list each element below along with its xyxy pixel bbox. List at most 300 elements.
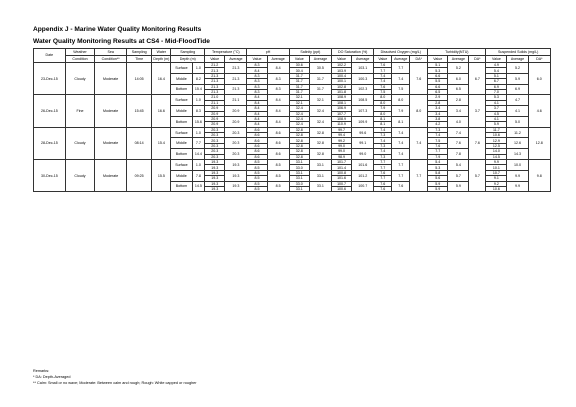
sampling-depth-cell: 7.7 bbox=[192, 138, 205, 149]
dissolved-oxygen-value: 7.7 bbox=[374, 68, 392, 73]
dissolved-oxygen-average: 8.0 bbox=[392, 95, 410, 106]
dissolved-oxygen-value: 8.0 bbox=[374, 95, 392, 100]
temperature-value: 21.3 bbox=[205, 68, 225, 73]
suspended-solids-da: 12.8 bbox=[528, 127, 550, 159]
do-saturation-average: 100.3 bbox=[352, 73, 374, 84]
turbidity-value: 5.3 bbox=[428, 165, 448, 170]
do-saturation-value: 99.2 bbox=[332, 138, 352, 143]
header-average: Average bbox=[267, 56, 289, 63]
salinity-average: 33.1 bbox=[309, 181, 331, 192]
turbidity-average: 5.4 bbox=[448, 160, 469, 171]
suspended-solids-average: 12.6 bbox=[507, 138, 528, 149]
temperature-value: 20.3 bbox=[205, 143, 225, 148]
dissolved-oxygen-value: 7.5 bbox=[374, 89, 392, 94]
do-saturation-value: 108.9 bbox=[332, 95, 352, 100]
turbidity-value: 7.3 bbox=[428, 127, 448, 132]
dissolved-oxygen-value: 7.3 bbox=[374, 133, 392, 138]
salinity-value: 32.8 bbox=[289, 133, 309, 138]
suspended-solids-average: 9.9 bbox=[507, 181, 528, 192]
sampling-depth-cell: 15.6 bbox=[192, 116, 205, 127]
ph-value: 8.5 bbox=[247, 165, 267, 170]
ph-value: 8.4 bbox=[247, 100, 267, 105]
suspended-solids-average: 4.7 bbox=[507, 95, 528, 106]
suspended-solids-value: 5.3 bbox=[486, 95, 507, 100]
dissolved-oxygen-value: 8.1 bbox=[374, 122, 392, 127]
suspended-solids-average: 10.0 bbox=[507, 160, 528, 171]
dissolved-oxygen-average: 7.9 bbox=[392, 106, 410, 117]
suspended-solids-da: 4.6 bbox=[528, 95, 550, 127]
suspended-solids-value: 9.9 bbox=[486, 160, 507, 165]
header-sea: Sea bbox=[95, 49, 127, 56]
sea-condition-cell: Moderate bbox=[95, 95, 127, 127]
sea-condition-cell: Moderate bbox=[95, 127, 127, 159]
ph-average: 8.5 bbox=[267, 170, 289, 181]
turbidity-value: 7.7 bbox=[428, 149, 448, 154]
salinity-value: 30.4 bbox=[289, 68, 309, 73]
temperature-average: 19.3 bbox=[225, 170, 247, 181]
salinity-value: 31.7 bbox=[289, 89, 309, 94]
do-saturation-value: 99.7 bbox=[332, 127, 352, 132]
dissolved-oxygen-value: 7.4 bbox=[374, 73, 392, 78]
ph-value: 8.4 bbox=[247, 95, 267, 100]
header-value: Value bbox=[486, 56, 507, 63]
temperature-value: 21.2 bbox=[205, 63, 225, 68]
sampling-level-cell: Surface bbox=[171, 127, 192, 138]
ph-value: 8.6 bbox=[247, 143, 267, 148]
header-time-sub: Time bbox=[127, 56, 152, 63]
dissolved-oxygen-value: 7.7 bbox=[374, 160, 392, 165]
do-saturation-average: 99.0 bbox=[352, 149, 374, 160]
water-quality-table bbox=[33, 48, 551, 192]
header-value: Value bbox=[205, 56, 225, 63]
suspended-solids-value: 3.7 bbox=[486, 106, 507, 111]
do-saturation-value: 108.1 bbox=[332, 100, 352, 105]
ph-value: 8.6 bbox=[247, 133, 267, 138]
do-saturation-average: 108.5 bbox=[352, 95, 374, 106]
dissolved-oxygen-value: 7.3 bbox=[374, 143, 392, 148]
turbidity-value: 5.9 bbox=[428, 181, 448, 186]
header-value: Value bbox=[247, 56, 267, 63]
temperature-average: 20.9 bbox=[225, 116, 247, 127]
header-suspended-solids: Suspended Solids (mg/L) bbox=[486, 49, 551, 56]
turbidity-value: 6.6 bbox=[428, 73, 448, 78]
sampling-depth-cell: 8.2 bbox=[192, 73, 205, 84]
salinity-value: 33.0 bbox=[289, 181, 309, 186]
header-average: Average bbox=[507, 56, 528, 63]
ph-average: 8.6 bbox=[267, 149, 289, 160]
salinity-average: 32.4 bbox=[309, 116, 331, 127]
do-saturation-value: 101.6 bbox=[332, 176, 352, 181]
turbidity-da: 5.7 bbox=[469, 160, 486, 192]
temperature-value: 20.3 bbox=[205, 138, 225, 143]
suspended-solids-value: 11.7 bbox=[486, 127, 507, 132]
turbidity-value: 7.4 bbox=[428, 133, 448, 138]
header-da: DA* bbox=[469, 56, 486, 63]
dissolved-oxygen-value: 7.6 bbox=[374, 181, 392, 186]
header-temperature: Temperature (°C) bbox=[205, 49, 247, 56]
turbidity-da: 6.7 bbox=[469, 63, 486, 95]
header-da: DA* bbox=[410, 56, 428, 63]
temperature-value: 21.3 bbox=[205, 79, 225, 84]
dissolved-oxygen-da: 7.6 bbox=[410, 63, 428, 95]
salinity-value: 33.0 bbox=[289, 165, 309, 170]
sampling-level-cell: Surface bbox=[171, 160, 192, 171]
dissolved-oxygen-value: 8.0 bbox=[374, 111, 392, 116]
header-water-depth: Water bbox=[152, 49, 171, 56]
turbidity-value: 5.9 bbox=[428, 186, 448, 191]
header-dissolved-oxygen: Dissolved Oxygen (mg/L) bbox=[374, 49, 428, 56]
temperature-average: 21.3 bbox=[225, 73, 247, 84]
suspended-solids-value: 10.1 bbox=[486, 165, 507, 170]
ph-average: 8.6 bbox=[267, 127, 289, 138]
do-saturation-value: 100.7 bbox=[332, 181, 352, 186]
ph-value: 8.6 bbox=[247, 154, 267, 159]
salinity-value: 31.7 bbox=[289, 73, 309, 78]
sampling-time-cell: 09:25 bbox=[127, 160, 152, 192]
ph-value: 8.5 bbox=[247, 176, 267, 181]
suspended-solids-value: 4.1 bbox=[486, 100, 507, 105]
suspended-solids-average: 5.2 bbox=[507, 63, 528, 74]
suspended-solids-value: 10.7 bbox=[486, 170, 507, 175]
ph-value: 8.5 bbox=[247, 160, 267, 165]
turbidity-value: 6.6 bbox=[428, 84, 448, 89]
ph-value: 8.5 bbox=[247, 186, 267, 191]
sampling-depth-cell: 1.0 bbox=[192, 95, 205, 106]
ph-value: 8.4 bbox=[247, 116, 267, 121]
turbidity-value: 5.6 bbox=[428, 176, 448, 181]
turbidity-average: 7.8 bbox=[448, 149, 469, 160]
turbidity-value: 5.5 bbox=[428, 79, 448, 84]
date-cell: 30-Dec-15 bbox=[34, 160, 66, 192]
sampling-depth-cell: 1.0 bbox=[192, 127, 205, 138]
temperature-value: 20.3 bbox=[205, 127, 225, 132]
do-saturation-value: 110.9 bbox=[332, 122, 352, 127]
ph-value: 8.6 bbox=[247, 149, 267, 154]
sampling-level-cell: Surface bbox=[171, 95, 192, 106]
ph-value: 8.5 bbox=[247, 170, 267, 175]
salinity-value: 33.1 bbox=[289, 160, 309, 165]
water-depth-cell: 15.5 bbox=[152, 160, 171, 192]
sampling-level-cell: Middle bbox=[171, 138, 192, 149]
weather-cell: Cloudy bbox=[65, 160, 95, 192]
dissolved-oxygen-value: 7.6 bbox=[374, 186, 392, 191]
ph-average: 8.5 bbox=[267, 160, 289, 171]
suspended-solids-value: 6.7 bbox=[486, 79, 507, 84]
temperature-value: 19.3 bbox=[205, 165, 225, 170]
dissolved-oxygen-da: 7.7 bbox=[410, 160, 428, 192]
dissolved-oxygen-value: 7.7 bbox=[374, 165, 392, 170]
ph-value: 8.3 bbox=[247, 73, 267, 78]
suspended-solids-average: 5.0 bbox=[507, 116, 528, 127]
ph-average: 8.3 bbox=[267, 73, 289, 84]
table-subtitle: Water Quality Monitoring Results at CS4 - Mid-FloodTide bbox=[33, 38, 210, 45]
do-saturation-value: 101.7 bbox=[332, 160, 352, 165]
salinity-value: 30.6 bbox=[289, 63, 309, 68]
temperature-value: 19.3 bbox=[205, 186, 225, 191]
water-depth-cell: 15.4 bbox=[152, 127, 171, 159]
salinity-average: 32.8 bbox=[309, 149, 331, 160]
salinity-value: 32.8 bbox=[289, 154, 309, 159]
remarks bbox=[33, 368, 197, 386]
turbidity-average: 4.0 bbox=[448, 116, 469, 127]
ph-value: 8.3 bbox=[247, 63, 267, 68]
salinity-value: 32.4 bbox=[289, 116, 309, 121]
header-average: Average bbox=[309, 56, 331, 63]
sampling-level-cell: Bottom bbox=[171, 84, 192, 95]
turbidity-value: 3.4 bbox=[428, 111, 448, 116]
temperature-value: 20.9 bbox=[205, 106, 225, 111]
turbidity-value: 7.6 bbox=[428, 143, 448, 148]
temperature-value: 19.3 bbox=[205, 181, 225, 186]
salinity-value: 32.8 bbox=[289, 143, 309, 148]
suspended-solids-value: 10.6 bbox=[486, 133, 507, 138]
dissolved-oxygen-value: 7.7 bbox=[374, 176, 392, 181]
ph-value: 8.3 bbox=[247, 84, 267, 89]
suspended-solids-value: 7.0 bbox=[486, 89, 507, 94]
ph-value: 8.4 bbox=[247, 106, 267, 111]
do-saturation-value: 101.4 bbox=[332, 165, 352, 170]
turbidity-average: 5.9 bbox=[448, 181, 469, 192]
ph-value: 8.4 bbox=[247, 111, 267, 116]
suspended-solids-average: 11.2 bbox=[507, 127, 528, 138]
header-weather: Weather bbox=[65, 49, 95, 56]
temperature-average: 19.3 bbox=[225, 181, 247, 192]
sampling-depth-cell: 14.4 bbox=[192, 149, 205, 160]
dissolved-oxygen-value: 7.6 bbox=[374, 63, 392, 68]
salinity-value: 32.4 bbox=[289, 111, 309, 116]
do-saturation-value: 106.9 bbox=[332, 106, 352, 111]
turbidity-value: 5.8 bbox=[428, 170, 448, 175]
ph-value: 8.3 bbox=[247, 79, 267, 84]
temperature-average: 19.3 bbox=[225, 160, 247, 171]
sampling-depth-cell: 15.4 bbox=[192, 84, 205, 95]
temperature-value: 19.3 bbox=[205, 160, 225, 165]
header-sampling-depth: Sampling bbox=[171, 49, 205, 56]
temperature-value: 20.9 bbox=[205, 111, 225, 116]
dissolved-oxygen-value: 7.4 bbox=[374, 138, 392, 143]
turbidity-value: 5.3 bbox=[428, 68, 448, 73]
temperature-average: 21.3 bbox=[225, 63, 247, 74]
header-average: Average bbox=[392, 56, 410, 63]
ph-value: 8.4 bbox=[247, 68, 267, 73]
salinity-value: 32.1 bbox=[289, 95, 309, 100]
remarks-note-da: * DA: Depth-Averaged bbox=[33, 375, 71, 379]
dissolved-oxygen-value: 7.4 bbox=[374, 79, 392, 84]
sampling-depth-cell: 1.0 bbox=[192, 160, 205, 171]
ph-average: 8.6 bbox=[267, 138, 289, 149]
header-value: Value bbox=[428, 56, 448, 63]
ph-value: 8.3 bbox=[247, 89, 267, 94]
date-cell: 23-Dec-15 bbox=[34, 63, 66, 95]
suspended-solids-value: 9.2 bbox=[486, 181, 507, 186]
dissolved-oxygen-average: 7.7 bbox=[392, 160, 410, 171]
do-saturation-value: 102.8 bbox=[332, 84, 352, 89]
suspended-solids-value: 12.5 bbox=[486, 143, 507, 148]
salinity-value: 32.8 bbox=[289, 138, 309, 143]
turbidity-average: 5.7 bbox=[448, 170, 469, 181]
temperature-average: 21.3 bbox=[225, 84, 247, 95]
suspended-solids-da: 6.0 bbox=[528, 63, 550, 95]
sampling-level-cell: Middle bbox=[171, 170, 192, 181]
do-saturation-average: 99.6 bbox=[352, 127, 374, 138]
do-saturation-value: 99.4 bbox=[332, 133, 352, 138]
remarks-note-sea-condition: ** Calm: Small or no wave; Moderate: Between calm and rough; Rough: White capped or rougher bbox=[33, 381, 197, 385]
do-saturation-value: 98.9 bbox=[332, 154, 352, 159]
sea-condition-cell: Moderate bbox=[95, 160, 127, 192]
do-saturation-average: 102.3 bbox=[352, 84, 374, 95]
do-saturation-average: 100.7 bbox=[352, 181, 374, 192]
do-saturation-value: 103.9 bbox=[332, 68, 352, 73]
suspended-solids-value: 9.1 bbox=[486, 176, 507, 181]
suspended-solids-value: 6.9 bbox=[486, 84, 507, 89]
ph-average: 8.4 bbox=[267, 116, 289, 127]
temperature-value: 21.0 bbox=[205, 95, 225, 100]
sampling-depth-cell: 14.5 bbox=[192, 181, 205, 192]
turbidity-value: 5.4 bbox=[428, 160, 448, 165]
weather-cell: Fine bbox=[65, 95, 95, 127]
temperature-average: 20.3 bbox=[225, 149, 247, 160]
suspended-solids-value: 5.1 bbox=[486, 73, 507, 78]
salinity-average: 31.7 bbox=[309, 73, 331, 84]
dissolved-oxygen-average: 7.6 bbox=[392, 181, 410, 192]
turbidity-average: 3.4 bbox=[448, 106, 469, 117]
dissolved-oxygen-value: 7.6 bbox=[374, 84, 392, 89]
turbidity-value: 2.8 bbox=[428, 100, 448, 105]
dissolved-oxygen-value: 7.6 bbox=[374, 170, 392, 175]
salinity-value: 31.7 bbox=[289, 79, 309, 84]
temperature-value: 21.1 bbox=[205, 100, 225, 105]
temperature-average: 20.3 bbox=[225, 127, 247, 138]
header-average: Average bbox=[225, 56, 247, 63]
header-average: Average bbox=[352, 56, 374, 63]
sampling-level-cell: Surface bbox=[171, 63, 192, 74]
header-salinity: Salinity (ppt) bbox=[289, 49, 331, 56]
suspended-solids-value: 12.9 bbox=[486, 138, 507, 143]
header-sea-sub: Condition** bbox=[95, 56, 127, 63]
salinity-value: 33.1 bbox=[289, 170, 309, 175]
salinity-value: 33.1 bbox=[289, 176, 309, 181]
do-saturation-average: 109.9 bbox=[352, 116, 374, 127]
temperature-value: 19.3 bbox=[205, 176, 225, 181]
temperature-value: 19.3 bbox=[205, 170, 225, 175]
salinity-average: 32.8 bbox=[309, 138, 331, 149]
dissolved-oxygen-average: 7.4 bbox=[392, 127, 410, 138]
salinity-value: 32.8 bbox=[289, 149, 309, 154]
salinity-value: 32.1 bbox=[289, 100, 309, 105]
dissolved-oxygen-average: 8.1 bbox=[392, 116, 410, 127]
ph-average: 8.4 bbox=[267, 63, 289, 74]
salinity-average: 32.8 bbox=[309, 127, 331, 138]
header-da: DA* bbox=[528, 56, 550, 63]
header-ph: pH bbox=[247, 49, 289, 56]
turbidity-value: 5.1 bbox=[428, 63, 448, 68]
dissolved-oxygen-value: 7.4 bbox=[374, 149, 392, 154]
suspended-solids-average: 14.3 bbox=[507, 149, 528, 160]
turbidity-da: 3.7 bbox=[469, 95, 486, 127]
header-turbidity: Turbidity(NTU) bbox=[428, 49, 486, 56]
turbidity-value: 3.8 bbox=[428, 116, 448, 121]
header-weather-sub: Condition bbox=[65, 56, 95, 63]
dissolved-oxygen-value: 7.3 bbox=[374, 154, 392, 159]
turbidity-da: 7.6 bbox=[469, 127, 486, 159]
appendix-title: Appendix J - Marine Water Quality Monitoring Results bbox=[33, 26, 202, 33]
turbidity-average: 6.5 bbox=[448, 84, 469, 95]
temperature-value: 21.3 bbox=[205, 89, 225, 94]
suspended-solids-da: 9.8 bbox=[528, 160, 550, 192]
do-saturation-average: 103.1 bbox=[352, 63, 374, 74]
suspended-solids-value: 4.1 bbox=[486, 116, 507, 121]
do-saturation-value: 99.0 bbox=[332, 149, 352, 154]
header-water-depth-sub: Depth (m) bbox=[153, 56, 170, 61]
suspended-solids-value: 5.4 bbox=[486, 68, 507, 73]
temperature-average: 21.1 bbox=[225, 95, 247, 106]
ph-value: 8.6 bbox=[247, 127, 267, 132]
temperature-value: 20.3 bbox=[205, 149, 225, 154]
suspended-solids-average: 6.9 bbox=[507, 84, 528, 95]
weather-cell: Cloudy bbox=[65, 63, 95, 95]
turbidity-value: 6.5 bbox=[428, 89, 448, 94]
salinity-average: 31.7 bbox=[309, 84, 331, 95]
sampling-level-cell: Bottom bbox=[171, 149, 192, 160]
turbidity-average: 2.8 bbox=[448, 95, 469, 106]
turbidity-value: 3.4 bbox=[428, 106, 448, 111]
sampling-time-cell: 08:14 bbox=[127, 127, 152, 159]
do-saturation-value: 102.2 bbox=[332, 63, 352, 68]
header-sampling-depth-sub: Depth (m) bbox=[171, 56, 205, 63]
header-value: Value bbox=[332, 56, 352, 63]
do-saturation-average: 107.3 bbox=[352, 106, 374, 117]
suspended-solids-value: 14.0 bbox=[486, 149, 507, 154]
header-sampling-time: Sampling bbox=[127, 49, 152, 56]
date-cell: 28-Dec-15 bbox=[34, 127, 66, 159]
header-value: Value bbox=[289, 56, 309, 63]
salinity-value: 32.4 bbox=[289, 106, 309, 111]
temperature-value: 21.3 bbox=[205, 84, 225, 89]
do-saturation-value: 100.8 bbox=[332, 170, 352, 175]
sampling-time-cell: 15:45 bbox=[127, 95, 152, 127]
temperature-value: 20.9 bbox=[205, 116, 225, 121]
ph-value: 8.5 bbox=[247, 181, 267, 186]
dissolved-oxygen-average: 7.4 bbox=[392, 138, 410, 149]
sampling-level-cell: Middle bbox=[171, 106, 192, 117]
do-saturation-average: 99.1 bbox=[352, 138, 374, 149]
dissolved-oxygen-average: 7.4 bbox=[392, 73, 410, 84]
salinity-average: 32.4 bbox=[309, 106, 331, 117]
table-body bbox=[34, 63, 551, 192]
temperature-average: 20.3 bbox=[225, 138, 247, 149]
table-header bbox=[34, 49, 551, 63]
turbidity-average: 7.6 bbox=[448, 138, 469, 149]
ph-average: 8.4 bbox=[267, 95, 289, 106]
suspended-solids-value: 5.9 bbox=[486, 122, 507, 127]
water-depth-cell: 16.4 bbox=[152, 63, 171, 95]
temperature-value: 20.9 bbox=[205, 122, 225, 127]
ph-average: 8.5 bbox=[267, 181, 289, 192]
temperature-value: 21.3 bbox=[205, 73, 225, 78]
sea-condition-cell: Moderate bbox=[95, 63, 127, 95]
header-date: Date bbox=[34, 49, 66, 63]
turbidity-value: 2.9 bbox=[428, 95, 448, 100]
sampling-depth-cell: 8.3 bbox=[192, 106, 205, 117]
turbidity-average: 7.4 bbox=[448, 127, 469, 138]
ph-value: 8.6 bbox=[247, 138, 267, 143]
salinity-value: 33.1 bbox=[289, 186, 309, 191]
dissolved-oxygen-average: 7.7 bbox=[392, 170, 410, 181]
dissolved-oxygen-da: 7.4 bbox=[410, 127, 428, 159]
sampling-depth-cell: 1.0 bbox=[192, 63, 205, 74]
temperature-average: 20.9 bbox=[225, 106, 247, 117]
dissolved-oxygen-average: 7.4 bbox=[392, 149, 410, 160]
